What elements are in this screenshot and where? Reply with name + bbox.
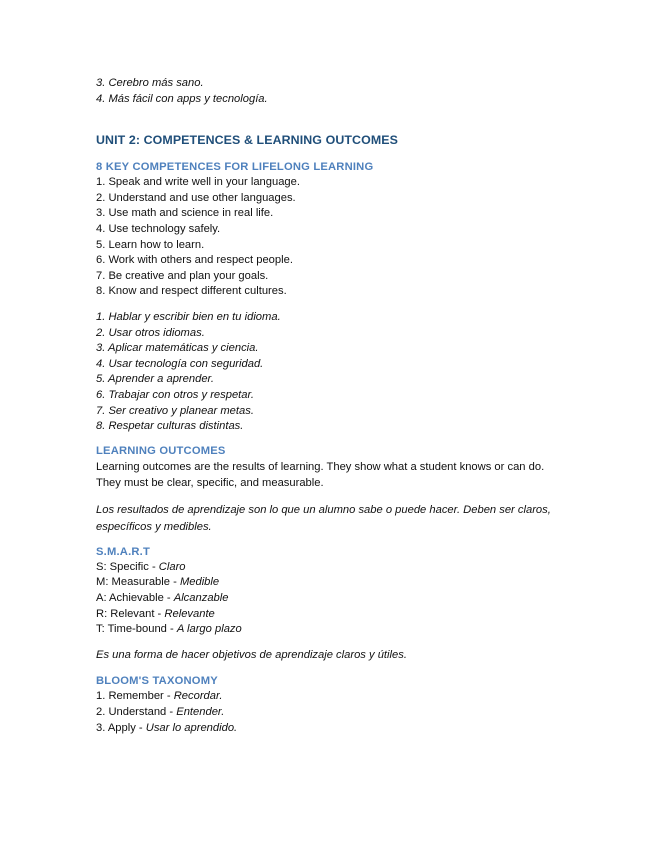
list-item: R: Relevant - Relevante (96, 607, 215, 620)
intro-list-item: 3. Cerebro más sano. (96, 77, 204, 89)
smart-note: Es una forma de hacer objetivos de aprendizaje claros y útiles. (96, 648, 407, 661)
list-item: 1. Speak and write well in your language. (96, 176, 300, 189)
list-item: 3. Use math and science in real life. (96, 207, 274, 220)
bloom-list (96, 689, 576, 736)
list-item: 3. Aplicar matemáticas y ciencia. (96, 342, 259, 355)
list-item: 7. Ser creativo y planear metas. (96, 404, 254, 417)
competences-spanish-list (96, 310, 576, 435)
list-item: 2. Understand - Entender. (96, 706, 225, 719)
list-item: 2. Usar otros idiomas. (96, 326, 205, 339)
intro-list-item: 4. Más fácil con apps y tecnología. (96, 92, 268, 105)
list-item: 6. Trabajar con otros y respetar. (96, 388, 254, 401)
list-item: 8. Respetar culturas distintas. (96, 420, 244, 433)
list-item: A: Achievable - Alcanzable (96, 592, 229, 605)
list-item: 4. Use technology safely. (96, 222, 221, 235)
outcomes-spanish-paragraph: Los resultados de aprendizaje son lo que un alumno sabe o puede hacer. Deben ser claros, específicos y medibles. (96, 504, 551, 534)
outcomes-heading: LEARNING OUTCOMES (96, 444, 226, 457)
list-item: S: Specific - Claro (96, 560, 186, 573)
outcomes-english-paragraph: Learning outcomes are the results of learning. They show what a student knows or can do. They must be clear, specific, and measurable. (96, 460, 545, 490)
list-item: 6. Work with others and respect people. (96, 254, 293, 267)
list-item: 3. Apply - Usar lo aprendido. (96, 721, 238, 734)
list-item: M: Measurable - Medible (96, 576, 220, 589)
page-content (96, 76, 576, 736)
smart-list (96, 560, 576, 638)
list-item: T: Time-bound - A largo plazo (96, 623, 242, 636)
list-item: 1. Remember - Recordar. (96, 690, 223, 703)
competences-heading: 8 KEY COMPETENCES FOR LIFELONG LEARNING (96, 161, 374, 174)
competences-english-list (96, 175, 576, 300)
smart-heading: S.M.A.R.T (96, 545, 151, 558)
list-item: 1. Hablar y escribir bien en tu idioma. (96, 310, 281, 323)
list-item: 2. Understand and use other languages. (96, 191, 296, 204)
list-item: 5. Aprender a aprender. (96, 373, 214, 386)
list-item: 4. Usar tecnología con seguridad. (96, 357, 264, 370)
list-item: 8. Know and respect different cultures. (96, 285, 287, 298)
bloom-heading: BLOOM'S TAXONOMY (96, 675, 218, 688)
list-item: 7. Be creative and plan your goals. (96, 269, 269, 282)
list-item: 5. Learn how to learn. (96, 238, 205, 251)
unit-title: UNIT 2: COMPETENCES & LEARNING OUTCOMES (96, 133, 398, 148)
